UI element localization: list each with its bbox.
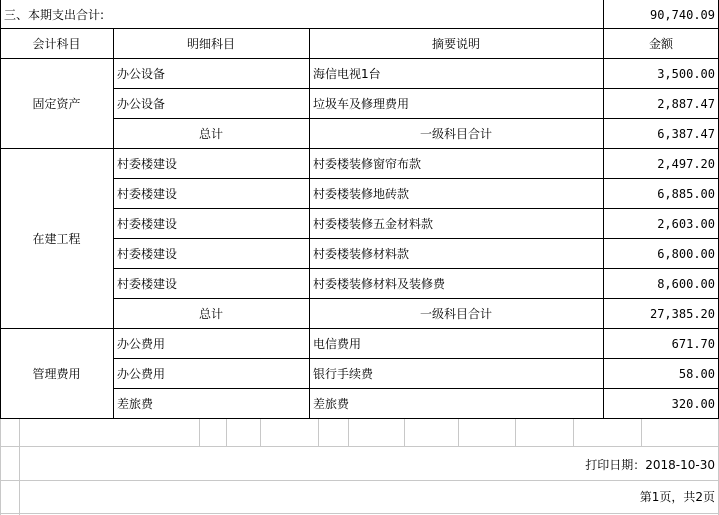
total-amount: 6,387.47 (657, 127, 715, 141)
category-admin-expenses: 管理费用 (32, 367, 81, 381)
row-amount: 3,500.00 (657, 67, 715, 81)
rule (0, 58, 719, 59)
rule (0, 418, 719, 419)
gridline (515, 419, 516, 447)
row-detail: 差旅费 (117, 397, 154, 411)
rule (0, 28, 719, 29)
row-description: 垃圾车及修理费用 (313, 97, 410, 111)
gridline (0, 513, 719, 514)
gridline (19, 419, 20, 515)
header-account: 会计科目 (32, 37, 81, 51)
gridline (0, 419, 1, 515)
print-date: 打印日期：2018-10-30 (585, 458, 715, 472)
row-detail: 村委楼建设 (117, 157, 178, 171)
total-label: 总计 (198, 127, 223, 141)
total-description: 一级科目合计 (419, 307, 492, 321)
rule (0, 0, 1, 419)
gridline (348, 419, 349, 447)
rule (113, 238, 719, 239)
category-construction: 在建工程 (32, 232, 81, 246)
rule (113, 388, 719, 389)
row-detail: 办公费用 (117, 367, 166, 381)
category-fixed-assets: 固定资产 (32, 97, 81, 111)
row-description: 银行手续费 (313, 367, 374, 381)
row-detail: 村委楼建设 (117, 187, 178, 201)
rule (113, 29, 114, 419)
rule (603, 0, 604, 419)
row-amount: 2,497.20 (657, 157, 715, 171)
row-amount: 58.00 (678, 367, 715, 381)
row-detail: 村委楼建设 (117, 247, 178, 261)
summary-label: 三、本期支出合计: (4, 7, 105, 22)
row-description: 村委楼装修地砖款 (313, 187, 410, 201)
row-amount: 8,600.00 (657, 277, 715, 291)
header-detail: 明细科目 (186, 37, 235, 51)
header-amount: 金额 (648, 37, 673, 51)
row-amount: 6,800.00 (657, 247, 715, 261)
row-description: 村委楼装修材料及装修费 (313, 277, 446, 291)
summary-amount: 90,740.09 (649, 7, 715, 22)
gridline (199, 419, 200, 447)
row-description: 村委楼装修窗帘布款 (313, 157, 422, 171)
row-amount: 2,603.00 (657, 217, 715, 231)
row-description: 电信费用 (313, 337, 362, 351)
row-amount: 6,885.00 (657, 187, 715, 201)
gridline (318, 419, 319, 447)
gridline (641, 419, 642, 447)
row-description: 村委楼装修材料款 (313, 247, 410, 261)
row-amount: 2,887.47 (657, 97, 715, 111)
rule (113, 208, 719, 209)
row-detail: 办公设备 (117, 67, 166, 81)
total-description: 一级科目合计 (419, 127, 492, 141)
rule (113, 358, 719, 359)
total-amount: 27,385.20 (649, 307, 715, 321)
total-label: 总计 (198, 307, 223, 321)
rule (113, 88, 719, 89)
row-description: 村委楼装修五金材料款 (313, 217, 434, 231)
rule (113, 268, 719, 269)
row-detail: 村委楼建设 (117, 217, 178, 231)
rule (113, 298, 719, 299)
row-detail: 村委楼建设 (117, 277, 178, 291)
gridline (0, 446, 719, 447)
row-amount: 671.70 (671, 337, 715, 351)
page-info: 第1页，共2页 (639, 490, 715, 504)
rule (113, 178, 719, 179)
gridline (573, 419, 574, 447)
row-detail: 办公设备 (117, 97, 166, 111)
row-description: 海信电视1台 (313, 67, 381, 81)
gridline (0, 480, 719, 481)
row-description: 差旅费 (313, 397, 350, 411)
row-detail: 办公费用 (117, 337, 166, 351)
rule (0, 328, 719, 329)
row-amount: 320.00 (671, 397, 715, 411)
gridline (226, 419, 227, 447)
gridline (458, 419, 459, 447)
rule (0, 148, 719, 149)
gridline (260, 419, 261, 447)
gridline (404, 419, 405, 447)
rule (113, 118, 719, 119)
rule (309, 29, 310, 419)
header-description: 摘要说明 (431, 37, 480, 51)
